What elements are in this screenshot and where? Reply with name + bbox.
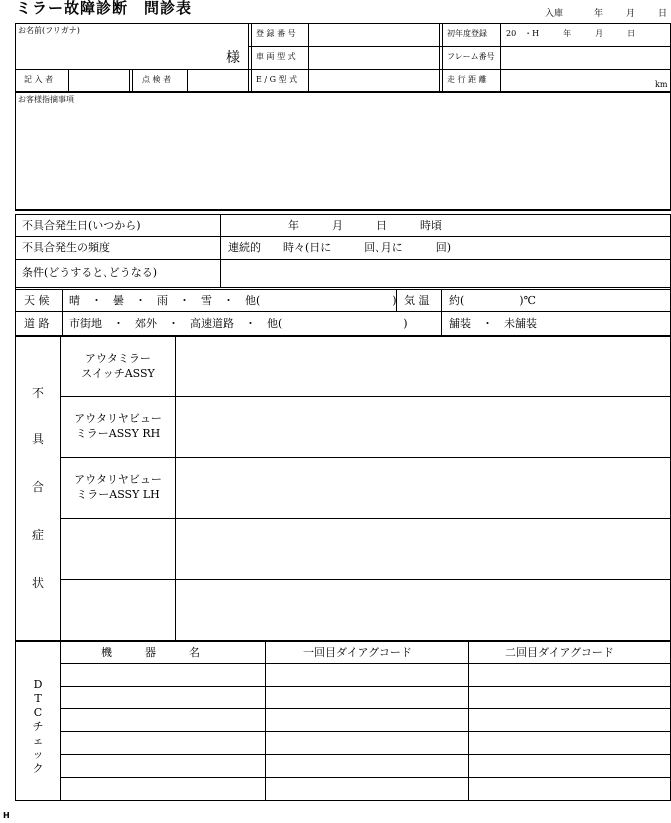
frame-number-field[interactable] bbox=[502, 47, 670, 68]
header-divider bbox=[308, 23, 309, 92]
weather-value[interactable]: 晴 ・ 曇 ・ 雨 ・ 雪 ・ 他( ) bbox=[69, 294, 397, 307]
dtc-line bbox=[60, 754, 671, 755]
dtc-line bbox=[60, 663, 671, 664]
row-divider bbox=[220, 214, 221, 287]
footer-mark: H bbox=[3, 811, 10, 820]
registration-label: 登 録 番 号 bbox=[256, 29, 296, 38]
symptom-extra-item-field[interactable] bbox=[62, 581, 174, 639]
row-divider bbox=[441, 311, 442, 336]
recorder-field[interactable] bbox=[70, 71, 128, 91]
symptom-item-mirror-lh bbox=[61, 458, 175, 518]
dtc-col-first: 一回目ダイアグコード bbox=[303, 646, 412, 659]
inspector-label: 点 検 者 bbox=[142, 75, 172, 84]
temp-label: 気 温 bbox=[404, 294, 430, 307]
onset-value[interactable]: 年 月 日 時頃 bbox=[288, 219, 442, 232]
symptom-divider bbox=[175, 336, 176, 641]
mileage-unit: km bbox=[655, 80, 668, 89]
symptom-item-mirror-rh bbox=[61, 397, 175, 457]
dtc-second-field[interactable] bbox=[470, 665, 669, 685]
row-line bbox=[15, 287, 671, 288]
customer-notes-label: お客様指摘事項 bbox=[18, 95, 74, 104]
customer-name-label: お名前(フリガナ) bbox=[18, 26, 80, 35]
row-line bbox=[15, 289, 671, 290]
condition-label: 条件(どうすると､どうなる) bbox=[22, 266, 158, 279]
condition-field[interactable] bbox=[222, 261, 668, 285]
frequency-label: 不具合発生の頻度 bbox=[22, 241, 110, 254]
symptom-switch-field[interactable] bbox=[177, 338, 669, 395]
symptom-side-char: 状 bbox=[32, 576, 45, 590]
dtc-col-device: 機 器 名 bbox=[101, 646, 200, 659]
engine-model-label: E / G 型 式 bbox=[256, 75, 298, 84]
dtc-col-second: 二回目ダイアグコード bbox=[505, 646, 614, 659]
first-registration-label: 初年度登録 bbox=[447, 29, 487, 38]
dtc-first-field[interactable] bbox=[267, 665, 467, 685]
recorder-label: 記 入 者 bbox=[24, 75, 54, 84]
symptom-extra-item-field[interactable] bbox=[62, 520, 174, 578]
header-divider bbox=[439, 23, 443, 92]
symptom-item-line: アウタミラー bbox=[85, 351, 151, 365]
symptom-side-char: 具 bbox=[32, 432, 45, 446]
dtc-side-label: D T C チ ェ ッ ク bbox=[32, 678, 44, 775]
symptom-extra-field[interactable] bbox=[177, 581, 669, 639]
symptom-extra-field[interactable] bbox=[177, 520, 669, 578]
dtc-device-field[interactable] bbox=[62, 665, 264, 685]
symptom-item-line: スイッチASSY bbox=[81, 366, 155, 380]
onset-label: 不具合発生日(いつから) bbox=[22, 219, 141, 232]
notes-bottom-line bbox=[15, 209, 671, 210]
mileage-field[interactable] bbox=[502, 70, 652, 91]
symptom-mirror-lh-field[interactable] bbox=[177, 459, 669, 517]
page-title: ミラー故障診断 問診表 bbox=[16, 0, 193, 17]
header-divider bbox=[500, 23, 501, 92]
dtc-line bbox=[60, 731, 671, 732]
inspector-field[interactable] bbox=[189, 71, 247, 91]
dtc-line bbox=[60, 777, 671, 778]
header-divider bbox=[187, 69, 188, 92]
row-line bbox=[15, 259, 671, 260]
symptom-side-char: 症 bbox=[32, 528, 45, 542]
row-divider bbox=[62, 289, 63, 336]
symptom-side-char: 不 bbox=[32, 386, 45, 400]
dtc-line bbox=[60, 708, 671, 709]
symptom-side-char: 合 bbox=[32, 480, 45, 494]
customer-notes-box[interactable] bbox=[15, 92, 671, 211]
symptom-item-line: ミラーASSY RH bbox=[75, 427, 161, 440]
road-value[interactable]: 市街地 ・ 郊外 ・ 高速道路 ・ 他( ) bbox=[69, 317, 408, 330]
nyuko-label: 入庫 bbox=[545, 9, 564, 19]
first-registration-value[interactable]: 20 ・H 年 月 日 bbox=[506, 29, 636, 38]
frame-number-label: フレーム番号 bbox=[447, 52, 495, 61]
vehicle-model-label: 車 両 型 式 bbox=[256, 52, 296, 61]
pavement-value[interactable]: 舗装 ・ 未舗装 bbox=[449, 317, 537, 330]
symptom-item-line: ミラーASSY LH bbox=[76, 488, 160, 501]
frequency-value[interactable]: 連続的 時々(日に 回､月に 回) bbox=[228, 241, 452, 254]
registration-field[interactable] bbox=[310, 24, 438, 45]
mileage-label: 走 行 距 離 bbox=[447, 75, 487, 84]
vehicle-model-field[interactable] bbox=[310, 47, 438, 68]
engine-model-field[interactable] bbox=[310, 70, 438, 91]
sama-text: 様 bbox=[226, 50, 240, 66]
customer-name-field[interactable] bbox=[30, 38, 220, 66]
row-line bbox=[15, 236, 671, 237]
symptom-mirror-rh-field[interactable] bbox=[177, 398, 669, 456]
nyuko-day: 日 bbox=[658, 9, 668, 19]
symptom-line bbox=[60, 518, 671, 519]
symptom-item-line: アウタリヤビュー bbox=[74, 473, 162, 487]
header-divider bbox=[248, 23, 252, 92]
road-label: 道 路 bbox=[24, 317, 50, 330]
temp-value[interactable]: 約( )℃ bbox=[449, 294, 536, 307]
dtc-line bbox=[60, 686, 671, 687]
row-line bbox=[15, 311, 671, 312]
header-divider bbox=[129, 69, 133, 92]
symptom-line bbox=[60, 579, 671, 580]
row-divider bbox=[441, 289, 442, 311]
weather-label: 天 候 bbox=[24, 294, 50, 307]
symptom-item-line: アウタリヤビュー bbox=[74, 412, 162, 426]
header-divider bbox=[68, 69, 69, 92]
nyuko-month: 月 bbox=[626, 9, 636, 19]
symptom-item-switch bbox=[61, 337, 175, 396]
nyuko-year: 年 bbox=[594, 9, 604, 19]
